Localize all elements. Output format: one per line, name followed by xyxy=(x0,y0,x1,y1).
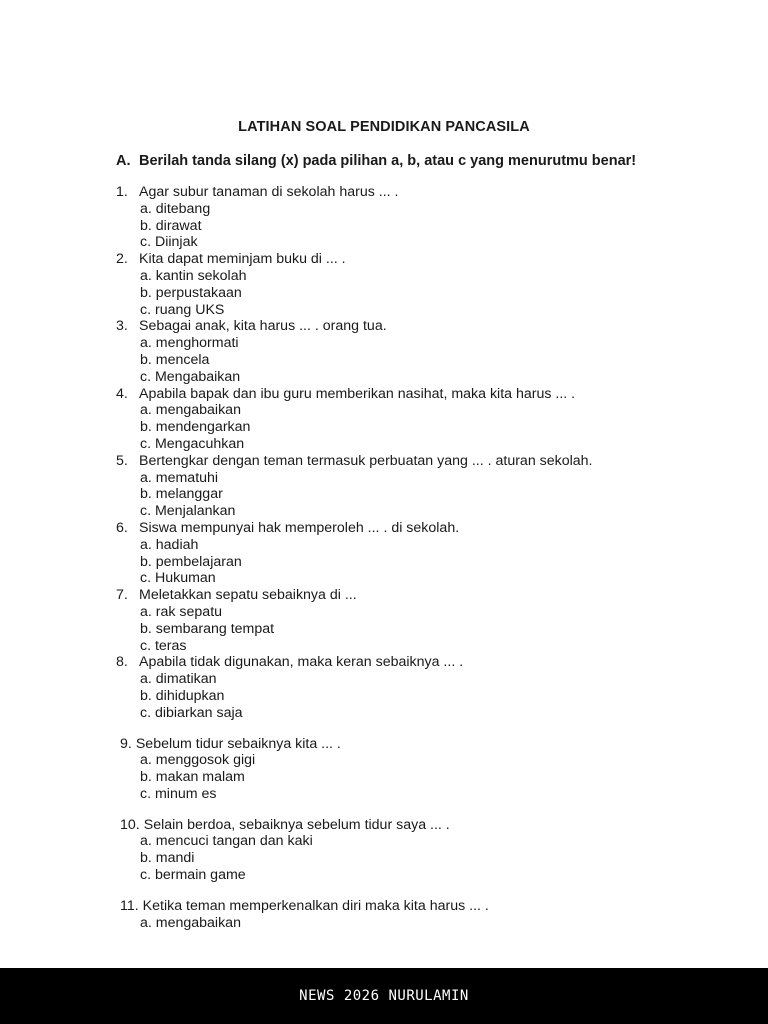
footer-banner xyxy=(0,968,768,1024)
question-text: Kita dapat meminjam buku di ... . xyxy=(139,251,346,268)
option-c: c. Hukuman xyxy=(140,570,216,587)
question-text: Sebelum tidur sebaiknya kita ... . xyxy=(135,735,341,752)
option-a: a. kantin sekolah xyxy=(140,267,247,284)
question-number: 9. xyxy=(120,735,132,752)
option-c: c. Mengacuhkan xyxy=(140,435,245,452)
option-a: a. rak sepatu xyxy=(140,603,223,620)
option-c: c. ruang UKS xyxy=(140,301,225,318)
question-3 xyxy=(116,318,736,385)
question-number: 5. xyxy=(116,452,128,469)
option-b: b. perpustakaan xyxy=(140,284,242,301)
question-number: 8. xyxy=(116,654,128,671)
option-a: a. mematuhi xyxy=(140,469,219,486)
option-b: b. sembarang tempat xyxy=(140,620,275,637)
option-c: c. bermain game xyxy=(140,867,246,884)
question-text: Siswa mempunyai hak memperoleh ... . di sekolah. xyxy=(139,519,460,536)
option-c: c. teras xyxy=(140,637,187,654)
option-c: c. Menjalankan xyxy=(140,503,236,520)
question-text: Bertengkar dengan teman termasuk perbuatan yang ... . aturan sekolah. xyxy=(139,452,593,469)
question-text: Selain berdoa, sebaiknya sebelum tidur saya ... . xyxy=(143,816,450,833)
option-c: c. Diinjak xyxy=(140,234,198,251)
question-number: 1. xyxy=(116,184,128,200)
question-8 xyxy=(116,654,736,721)
option-a: a. ditebang xyxy=(140,200,211,217)
question-text: Agar subur tanaman di sekolah harus ... . xyxy=(139,184,399,200)
option-a: a. mencuci tangan dan kaki xyxy=(140,833,313,850)
option-b: b. dirawat xyxy=(140,217,202,234)
question-text: Meletakkan sepatu sebaiknya di ... xyxy=(139,587,357,604)
question-number: 4. xyxy=(116,385,128,402)
question-text: Sebagai anak, kita harus ... . orang tua. xyxy=(139,318,387,335)
option-a: a. menghormati xyxy=(140,335,239,352)
question-text: Ketika teman memperkenalkan diri maka kita harus ... . xyxy=(142,897,489,914)
question-text: Apabila tidak digunakan, maka keran sebaiknya ... . xyxy=(139,654,464,671)
question-9 xyxy=(116,736,736,803)
option-a: a. menggosok gigi xyxy=(140,752,256,769)
question-text: Apabila bapak dan ibu guru memberikan nasihat, maka kita harus ... . xyxy=(139,385,576,402)
question-number: 10. xyxy=(120,816,140,833)
option-c: c. dibiarkan saja xyxy=(140,704,243,721)
option-b: b. pembelajaran xyxy=(140,553,242,570)
option-b: b. dihidupkan xyxy=(140,687,225,704)
question-number: 2. xyxy=(116,251,128,268)
option-a: a. mengabaikan xyxy=(140,914,241,931)
option-a: a. dimatikan xyxy=(140,671,217,688)
option-b: b. mendengarkan xyxy=(140,419,251,436)
option-b: b. mencela xyxy=(140,351,210,368)
option-c: c. minum es xyxy=(140,785,217,802)
footer-text: NEWS 2026 NURULAMIN xyxy=(299,988,469,1004)
question-10 xyxy=(116,817,736,884)
option-b: b. makan malam xyxy=(140,769,245,786)
instruction xyxy=(116,153,636,169)
question-number: 7. xyxy=(116,587,128,604)
option-c: c. Mengabaikan xyxy=(140,368,241,385)
question-4 xyxy=(116,386,736,453)
question-list xyxy=(116,184,736,931)
option-b: b. melanggar xyxy=(140,486,223,503)
instruction-text: Berilah tanda silang (x) pada pilihan a, b, atau c yang menurutmu benar! xyxy=(139,153,637,169)
instruction-label: A. xyxy=(116,153,131,169)
option-b: b. mandi xyxy=(140,850,195,867)
question-11 xyxy=(116,898,736,932)
question-6 xyxy=(116,520,736,587)
question-number: 6. xyxy=(116,519,128,536)
option-a: a. hadiah xyxy=(140,536,199,553)
question-5 xyxy=(116,453,736,520)
question-7 xyxy=(116,587,736,654)
question-number: 3. xyxy=(116,318,128,335)
option-a: a. mengabaikan xyxy=(140,402,241,419)
question-1 xyxy=(116,184,736,251)
question-number: 11. xyxy=(120,897,139,914)
question-2 xyxy=(116,251,736,318)
page-title: LATIHAN SOAL PENDIDIKAN PANCASILA xyxy=(238,119,530,135)
